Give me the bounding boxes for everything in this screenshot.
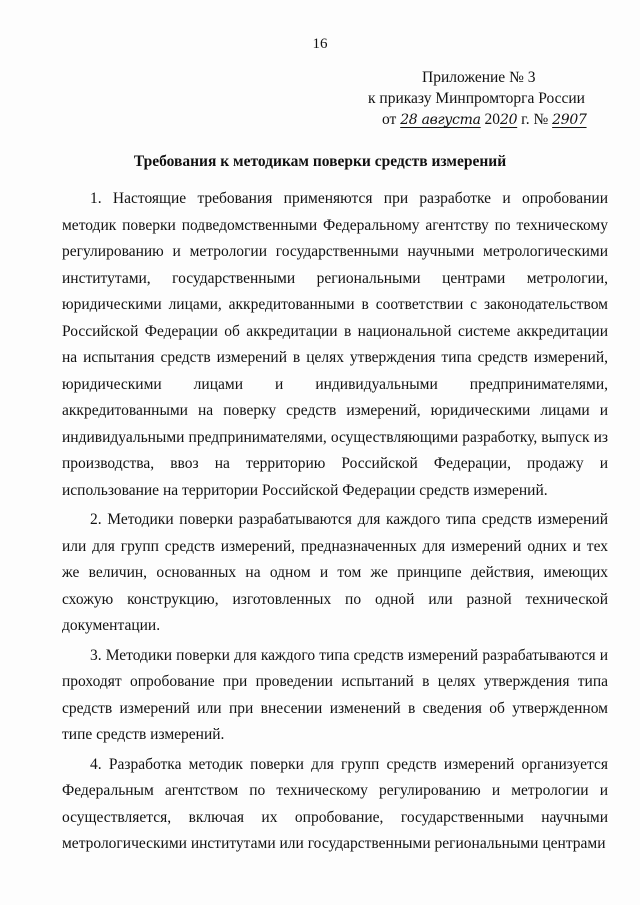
paragraph-3: 3. Методики поверки для каждого типа средств измерений разрабатываются и проходят опробование при проведении испытаний в целях утверждения типа средств измерений или при внесении изменений в сведения об утвержденном типе средств измерений.: [62, 646, 608, 743]
annex-header: [360, 67, 600, 131]
annex-date-number-line: [360, 109, 600, 131]
paragraph-4: 4. Разработка методик поверки для групп средств измерений организуется Федеральным агентством по техническому регулированию и метрологии и осуществляется, включая их опробование, государственными научными метрологическими институтами или государственными региональными центрами: [62, 755, 608, 852]
paragraph-1: 1. Настоящие требования применяются при разработке и опробовании методик поверки подведомственными Федеральному агентству по техническому регулированию и метрологии государственными научными метрологическими институтами, государственными региональными центрами метрологии, юридическими лицами, аккредитованными в соответствии с законодательством Российской Федерации об аккредитации в национальной системе аккредитации на испытания средств измерений в целях утверждения типа средств измерений, юридическими лицами и индивидуальными предпринимателями, аккредитованными на поверку средств измерений, юридическими лицами и индивидуальными предпринимателями, осуществляющими разработку, выпуск из производства, ввоз на территорию Российской Федерации, продажу и использование на территории Российской Федерации средств измерений.: [62, 190, 608, 499]
year-prefix: 20: [484, 111, 500, 128]
annex-order-reference: к приказу Минпромторга России: [368, 90, 585, 107]
document-title: Требования к методикам поверки средств измерений: [133, 153, 507, 170]
from-label: от: [382, 111, 397, 128]
paragraph-2: 2. Методики поверки разрабатываются для каждого типа средств измерений или для групп средств измерений, предназначенных для измерений одних и тех же величин, основанных на одном и том же принципе действия, имеющих схожую конструкцию, изготовленных по одной или разной технической документации.: [62, 511, 608, 634]
handwritten-order-number: 2907: [552, 112, 587, 128]
document-body: [62, 186, 608, 861]
handwritten-year: 20: [500, 112, 518, 128]
handwritten-date: 28 августа: [400, 112, 481, 128]
page-number: 16: [312, 36, 328, 52]
annex-title: Приложение № 3: [422, 69, 536, 86]
year-suffix: г. №: [517, 111, 549, 128]
